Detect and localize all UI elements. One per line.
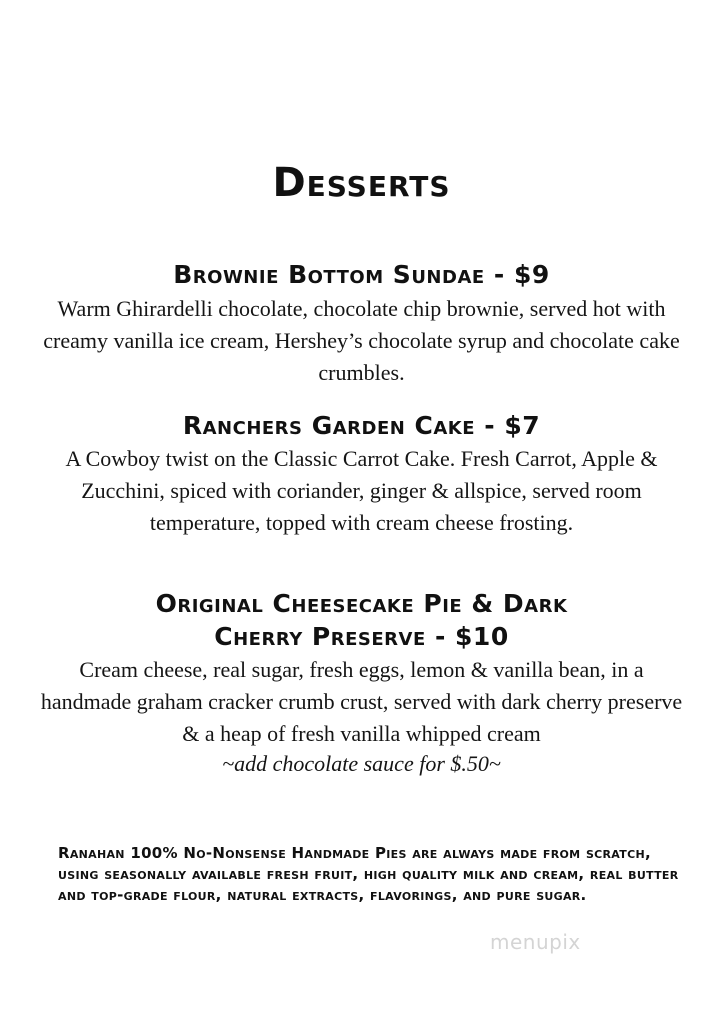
menu-title: Desserts	[272, 160, 451, 206]
item-description-ranchers-garden-cake: A Cowboy twist on the Classic Carrot Cake. Fresh Carrot, Apple & Zucchini, spiced with coriander, ginger & allspice, served room temperature, topped with cream cheese frosting.	[65, 446, 658, 535]
item-name-brownie-bottom-sundae: Brownie Bottom Sundae - $9	[173, 260, 550, 289]
item-description-brownie-bottom-sundae: Warm Ghirardelli chocolate, chocolate chip brownie, served hot with creamy vanilla ice cream, Hershey’s chocolate syrup and chocolate cake crumbles.	[43, 296, 680, 385]
item-name-cheesecake-line-2: Cherry Preserve - $10	[214, 622, 509, 651]
item-note-chocolate-sauce: ~add chocolate sauce for $.50~	[222, 751, 501, 776]
item-name-ranchers-garden-cake: Ranchers Garden Cake - $7	[182, 411, 541, 440]
menupix-watermark: menupix	[490, 930, 581, 954]
item-description-cheesecake: Cream cheese, real sugar, fresh eggs, lemon & vanilla bean, in a handmade graham cracker crumb crust, served with dark cherry preserve & a heap of fresh vanilla whipped cream	[40, 657, 683, 746]
footer-pie-note: Ranahan 100% No-Nonsense Handmade Pies are always made from scratch, using seasonally available fresh fruit, high quality milk and cream, real butter and top-grade flour, natural extracts, flavorings, and pure sugar.	[58, 844, 679, 904]
item-name-cheesecake-line-1: Original Cheesecake Pie & Dark	[155, 589, 568, 618]
